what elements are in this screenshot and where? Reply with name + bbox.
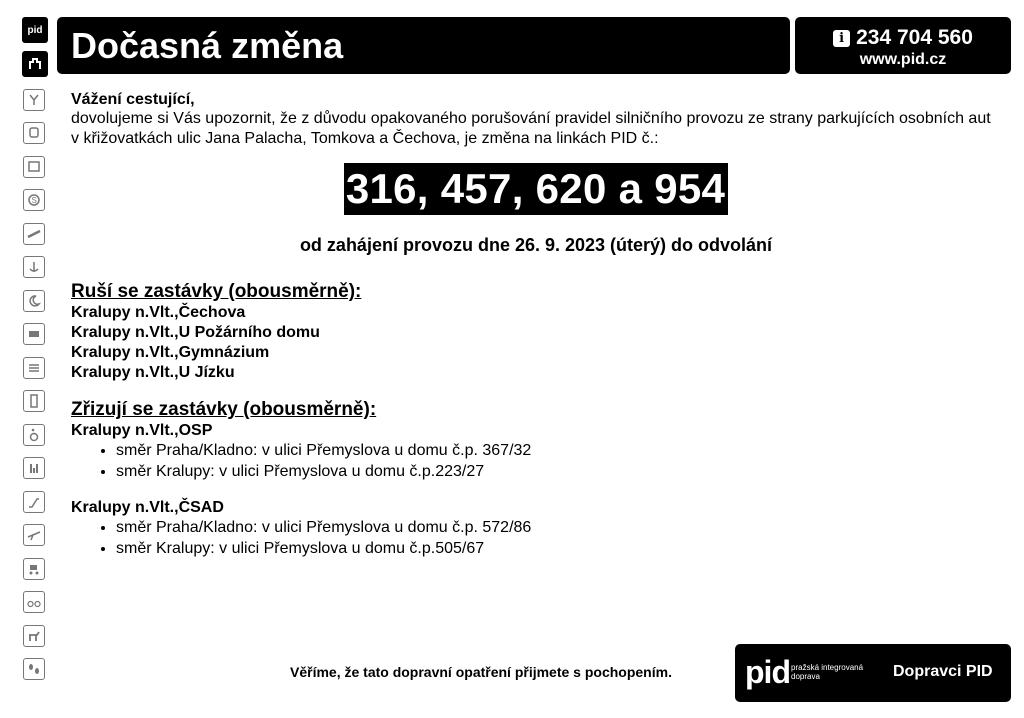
replacement-bus-icon [23, 323, 45, 345]
list-item: • směr Kralupy: v ulici Přemyslova u domu č.p.505/67 [116, 539, 1001, 560]
stop-location-list [71, 518, 1001, 559]
affected-lines: 316, 457, 620 a 954 [344, 163, 728, 215]
cancelled-stop: Kralupy n.Vlt.,U Jízku [71, 364, 235, 381]
ship-icon [23, 189, 45, 211]
website: www.pid.cz [859, 51, 947, 68]
established-stop: Kralupy n.Vlt.,OSP [71, 422, 213, 439]
cancelled-stop: Kralupy n.Vlt.,Gymnázium [71, 344, 270, 361]
contact-box [795, 17, 1011, 74]
wheelchair-icon [23, 424, 45, 446]
train-icon [23, 122, 45, 144]
info-icon: i [833, 30, 850, 47]
bus-icon [23, 156, 45, 178]
phone-number: 234 704 560 [856, 26, 973, 49]
family-icon [23, 457, 45, 479]
validity-period: od zahájení provozu dne 26. 9. 2023 (úterý) do odvolání [299, 235, 773, 255]
established-heading: Zřizují se zastávky (obousměrně): [71, 399, 377, 420]
closing-text: Věříme, že tato dopravní opatření přijmete s pochopením. [290, 664, 672, 680]
brand-subtitle: pražská integrovaná doprava [791, 663, 864, 681]
ticket-icon [23, 357, 45, 379]
night-icon [23, 290, 45, 312]
airplane-icon [23, 524, 45, 546]
escalator-icon [23, 491, 45, 513]
established-stop: Kralupy n.Vlt.,ČSAD [71, 499, 224, 516]
bicycle-icon [23, 591, 45, 613]
svg-text:S: S [31, 196, 37, 205]
funicular-icon [23, 223, 45, 245]
cancelled-stop: Kralupy n.Vlt.,U Požárního domu [71, 324, 320, 341]
page-title: Dočasná změna [57, 17, 790, 74]
greeting: Vážení cestující, [71, 91, 195, 108]
stroller-icon [23, 558, 45, 580]
footer-brand-box [735, 644, 1011, 702]
mode-sidebar [22, 17, 48, 680]
pid-logo: pid [22, 17, 48, 43]
walk-icon [23, 658, 45, 680]
stop-location-list [71, 441, 1001, 482]
cancelled-heading: Ruší se zastávky (obousměrně): [71, 281, 362, 302]
notice-body [71, 90, 1001, 559]
intro-text: dovolujeme si Vás upozornit, že z důvodu opakovaného porušování pravidel silničního provozu ze strany parkujících osobních aut v křižovatkách ulic Jana Palacha, Tomkova a Čechova, je změna na linkách PID č.: [71, 110, 991, 147]
metro-icon [23, 89, 45, 111]
ferry-icon [23, 256, 45, 278]
dog-icon [23, 625, 45, 647]
list-item: • směr Praha/Kladno: v ulici Přemyslova u domu č.p. 367/32 [116, 441, 1001, 462]
tram-icon [22, 51, 48, 77]
list-item: • směr Kralupy: v ulici Přemyslova u domu č.p.223/27 [116, 462, 1001, 483]
cancelled-stop: Kralupy n.Vlt.,Čechova [71, 304, 246, 321]
phone-line [795, 26, 1011, 50]
pid-brand-logo: pid [745, 654, 790, 690]
operators-label: Dopravci PID [893, 663, 993, 680]
phone-icon [23, 390, 45, 412]
list-item: • směr Praha/Kladno: v ulici Přemyslova u domu č.p. 572/86 [116, 518, 1001, 539]
